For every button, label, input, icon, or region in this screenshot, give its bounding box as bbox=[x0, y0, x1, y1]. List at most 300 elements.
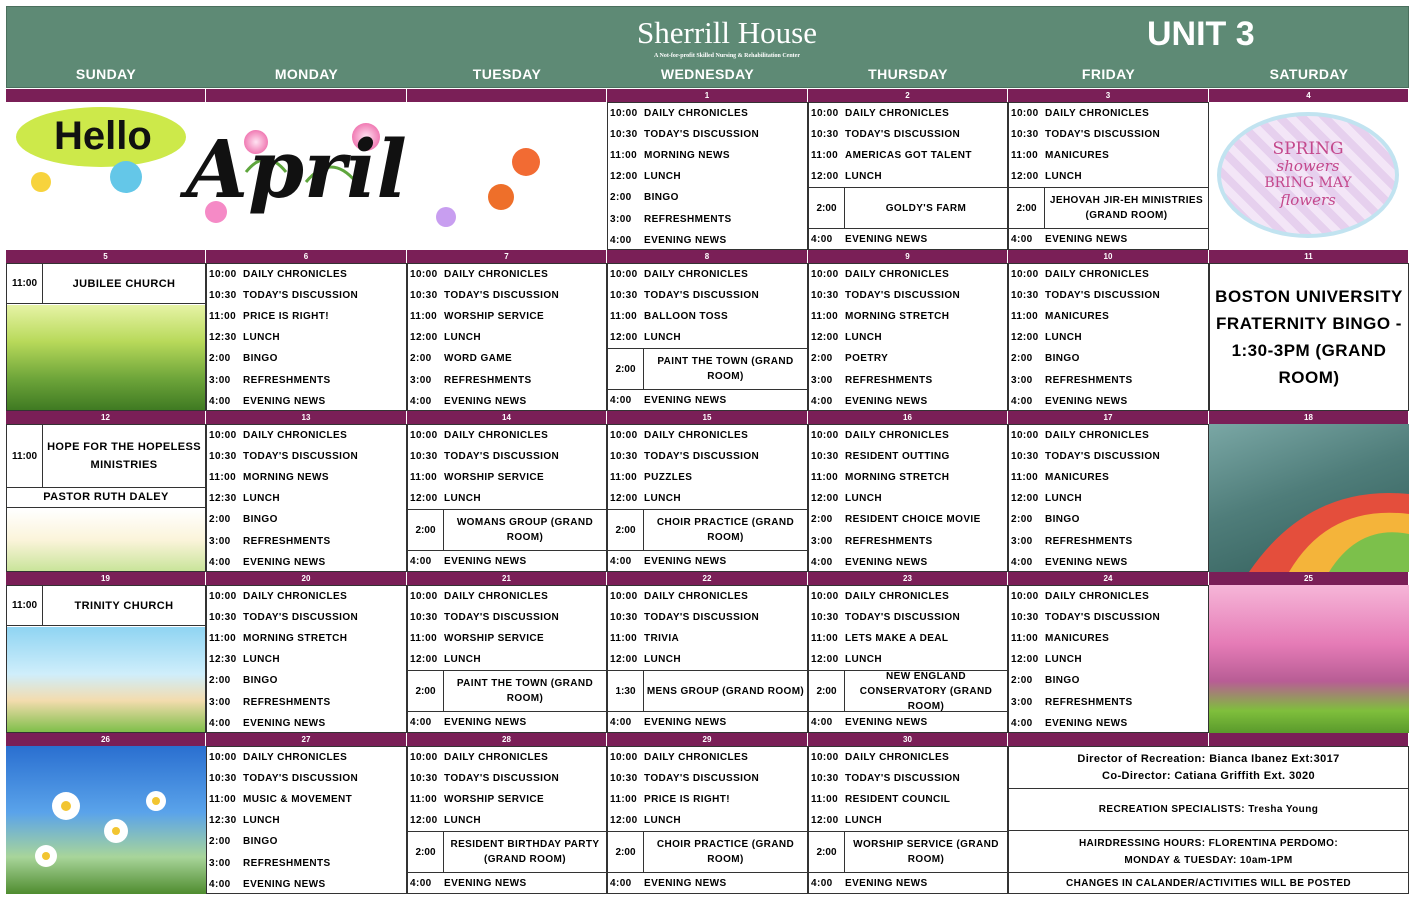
activity-time: 10:00 bbox=[811, 752, 839, 763]
date-number bbox=[407, 89, 606, 102]
spring-image bbox=[1209, 102, 1409, 250]
activity-row bbox=[608, 810, 807, 831]
activity-time: 12:00 bbox=[811, 171, 839, 182]
date-number: 13 bbox=[206, 411, 406, 424]
activity-time: 4:00 bbox=[610, 555, 632, 567]
activity-name: RESIDENT COUNCIL bbox=[845, 794, 951, 805]
activity-row bbox=[408, 348, 606, 369]
activity-time: 10:30 bbox=[811, 451, 839, 463]
activity-time: 4:00 bbox=[209, 395, 231, 407]
activity-name: EVENING NEWS bbox=[644, 877, 727, 889]
day-cell-d30 bbox=[808, 746, 1008, 894]
activity-row bbox=[207, 285, 406, 306]
day-name-wednesday: WEDNESDAY bbox=[660, 66, 755, 82]
activity-name: EVENING NEWS bbox=[444, 716, 527, 728]
activity-row bbox=[1009, 145, 1208, 166]
date-number bbox=[206, 89, 406, 102]
activity-row bbox=[408, 446, 606, 467]
activity-time: 12:00 bbox=[1011, 493, 1039, 505]
activity-name: LUNCH bbox=[644, 815, 681, 826]
activity-name: TODAY'S DISCUSSION bbox=[243, 612, 359, 624]
activity-time: 11:00 bbox=[209, 472, 237, 484]
activity-row bbox=[207, 264, 406, 285]
date-number: 8 bbox=[607, 250, 807, 263]
activity-row bbox=[408, 391, 606, 411]
activity-time: 11:00 bbox=[209, 794, 237, 806]
event-name: WOMANS GROUP (GRAND ROOM) bbox=[456, 517, 594, 543]
activity-row bbox=[809, 586, 1007, 607]
activity-time: 4:00 bbox=[209, 717, 231, 729]
activity-name: REFRESHMENTS bbox=[243, 374, 331, 386]
event-time: 2:00 bbox=[809, 188, 845, 228]
activity-name: WORSHIP SERVICE bbox=[444, 311, 545, 323]
activity-time: 10:30 bbox=[610, 290, 638, 301]
activity-time: 12:00 bbox=[410, 332, 438, 344]
day-cell-d2 bbox=[808, 102, 1008, 250]
activity-name: DAILY CHRONICLES bbox=[444, 591, 549, 602]
activity-name: BINGO bbox=[1045, 514, 1080, 526]
activity-name: BINGO bbox=[644, 192, 679, 204]
activity-row bbox=[207, 391, 406, 411]
spring-line: SPRING bbox=[1272, 139, 1344, 159]
activity-row bbox=[608, 551, 807, 571]
activity-row bbox=[207, 747, 406, 768]
activity-name: TODAY'S DISCUSSION bbox=[644, 451, 760, 462]
featured-event bbox=[809, 670, 1007, 712]
activity-name: DAILY CHRONICLES bbox=[644, 591, 749, 602]
activity-time: 11:00 bbox=[1011, 633, 1039, 645]
activity-time: 11:00 bbox=[410, 472, 438, 483]
activity-row bbox=[207, 874, 406, 894]
activity-name: REFRESHMENTS bbox=[644, 213, 732, 225]
activity-name: EVENING NEWS bbox=[845, 716, 928, 728]
activity-row bbox=[809, 103, 1007, 124]
activity-row bbox=[809, 327, 1007, 348]
activity-row bbox=[207, 810, 406, 831]
event-name: RESIDENT BIRTHDAY PARTY (GRAND ROOM) bbox=[450, 839, 600, 865]
activity-name: LUNCH bbox=[1045, 171, 1082, 182]
activity-time: 12:30 bbox=[209, 493, 237, 505]
changes-notice: CHANGES IN CALANDER/ACTIVITIES WILL BE POSTED bbox=[1065, 877, 1352, 889]
activity-name: PRICE IS RIGHT! bbox=[243, 311, 330, 323]
codirector-line: Co-Director: Catiana Griffith Ext. 3020 bbox=[1101, 769, 1316, 782]
church-time: 11:00 bbox=[7, 425, 43, 487]
day-cell-d22 bbox=[607, 585, 808, 733]
activity-time: 3:00 bbox=[1011, 535, 1033, 547]
event-name: MENS GROUP (GRAND ROOM) bbox=[646, 685, 805, 697]
activity-time: 11:00 bbox=[811, 633, 839, 644]
activity-row bbox=[1009, 229, 1208, 249]
activity-time: 2:00 bbox=[1011, 514, 1033, 526]
activity-time: 3:00 bbox=[209, 535, 231, 547]
activity-time: 4:00 bbox=[811, 395, 833, 407]
activity-name: REFRESHMENTS bbox=[243, 857, 331, 869]
activity-row bbox=[1009, 166, 1208, 187]
date-number: 16 bbox=[808, 411, 1007, 424]
church-row bbox=[7, 586, 205, 626]
activity-name: REFRESHMENTS bbox=[444, 374, 532, 386]
activity-name: DAILY CHRONICLES bbox=[1045, 269, 1150, 281]
activity-time: 3:00 bbox=[1011, 374, 1033, 386]
activity-row bbox=[809, 789, 1007, 810]
date-number: 7 bbox=[407, 250, 606, 263]
activity-time: 4:00 bbox=[1011, 556, 1033, 568]
day-cell-d10 bbox=[1008, 263, 1209, 411]
activity-time: 2:00 bbox=[811, 514, 833, 526]
church-time: 11:00 bbox=[7, 264, 43, 303]
sunday-cell-d12 bbox=[6, 424, 206, 572]
activity-time: 10:30 bbox=[610, 129, 638, 141]
activity-time: 11:00 bbox=[610, 794, 638, 805]
activity-time: 12:00 bbox=[1011, 171, 1039, 182]
activity-name: EVENING NEWS bbox=[644, 394, 727, 406]
activity-time: 2:00 bbox=[811, 353, 833, 365]
activity-time: 4:00 bbox=[410, 877, 432, 889]
activity-name: DAILY CHRONICLES bbox=[845, 430, 950, 442]
activity-time: 10:30 bbox=[610, 612, 638, 623]
activity-name: EVENING NEWS bbox=[243, 395, 326, 407]
activity-name: DAILY CHRONICLES bbox=[444, 269, 549, 281]
activity-time: 3:00 bbox=[811, 535, 833, 547]
activity-name: EVENING NEWS bbox=[845, 877, 928, 889]
day-name-friday: FRIDAY bbox=[1081, 66, 1136, 82]
activity-name: LUNCH bbox=[644, 332, 681, 343]
activity-time: 10:30 bbox=[410, 290, 438, 302]
activity-name: EVENING NEWS bbox=[1045, 233, 1128, 245]
activity-name: REFRESHMENTS bbox=[243, 696, 331, 708]
activity-time: 2:00 bbox=[209, 514, 231, 526]
activity-row bbox=[809, 509, 1007, 530]
featured-event bbox=[809, 831, 1007, 873]
daisy-art bbox=[6, 746, 206, 894]
day-cell-d27 bbox=[206, 746, 407, 894]
church-name: TRINITY CHURCH bbox=[74, 599, 174, 612]
event-name: PAINT THE TOWN (GRAND ROOM) bbox=[456, 678, 594, 704]
activity-name: LUNCH bbox=[845, 171, 882, 182]
activity-time: 4:00 bbox=[209, 878, 231, 890]
activity-row bbox=[1009, 327, 1208, 348]
activity-name: LUNCH bbox=[1045, 493, 1082, 505]
activity-time: 10:30 bbox=[1011, 129, 1039, 140]
activity-name: BINGO bbox=[243, 353, 278, 365]
featured-event bbox=[408, 831, 606, 873]
date-number: 30 bbox=[808, 733, 1007, 746]
activity-time: 11:00 bbox=[410, 633, 438, 644]
activity-row bbox=[608, 467, 807, 488]
activity-time: 12:00 bbox=[811, 654, 839, 665]
activity-row bbox=[1009, 369, 1208, 390]
activity-name: TODAY'S DISCUSSION bbox=[1045, 129, 1161, 140]
activity-name: LUNCH bbox=[243, 493, 280, 505]
spring-line: showers bbox=[1276, 157, 1340, 175]
activity-row bbox=[1009, 509, 1208, 530]
event-name: CHOIR PRACTICE (GRAND ROOM) bbox=[656, 839, 795, 865]
activity-row bbox=[408, 607, 606, 628]
hello-april-image bbox=[6, 102, 607, 250]
activity-name: LUNCH bbox=[243, 654, 280, 666]
featured-event bbox=[408, 670, 606, 712]
day-cell-d13 bbox=[206, 424, 407, 572]
activity-time: 11:00 bbox=[610, 311, 638, 322]
day-cell-d17 bbox=[1008, 424, 1209, 572]
date-number: 2 bbox=[808, 89, 1007, 102]
activity-name: BINGO bbox=[243, 675, 278, 687]
saturday-event-cell bbox=[1209, 263, 1409, 411]
activity-time: 10:30 bbox=[1011, 451, 1039, 463]
activity-row bbox=[207, 628, 406, 649]
day-cell-d21 bbox=[407, 585, 607, 733]
activity-row bbox=[408, 488, 606, 509]
activity-row bbox=[408, 810, 606, 831]
specialists-line: RECREATION SPECIALISTS: Tresha Young bbox=[1009, 789, 1408, 831]
day-name-monday: MONDAY bbox=[274, 66, 339, 82]
activity-time: 11:00 bbox=[610, 633, 638, 644]
activity-row bbox=[608, 607, 807, 628]
facility-tagline: A Not-for-profit Skilled Nursing & Rehabilitation Center bbox=[654, 53, 800, 59]
activity-name: MORNING NEWS bbox=[243, 472, 329, 484]
activity-name: DAILY CHRONICLES bbox=[845, 108, 950, 119]
activity-row bbox=[608, 488, 807, 509]
activity-name: POETRY bbox=[845, 353, 889, 365]
date-number: 5 bbox=[6, 250, 205, 263]
activity-row bbox=[1009, 488, 1208, 509]
activity-time: 10:30 bbox=[410, 612, 438, 623]
church-time: 11:00 bbox=[7, 586, 43, 625]
activity-row bbox=[608, 306, 807, 327]
activity-time: 3:00 bbox=[410, 374, 432, 386]
activity-name: DAILY CHRONICLES bbox=[243, 269, 348, 281]
activity-name: LUNCH bbox=[1045, 332, 1082, 344]
activity-row bbox=[809, 166, 1007, 187]
date-number: 15 bbox=[607, 411, 807, 424]
day-cell-d9 bbox=[808, 263, 1008, 411]
activity-time: 10:30 bbox=[1011, 612, 1039, 624]
activity-time: 10:30 bbox=[610, 451, 638, 462]
activity-name: REFRESHMENTS bbox=[1045, 535, 1133, 547]
activity-time: 10:00 bbox=[610, 430, 638, 441]
activity-row bbox=[809, 124, 1007, 145]
activity-row bbox=[608, 873, 807, 893]
activity-name: AMERICAS GOT TALENT bbox=[845, 150, 972, 161]
activity-time: 11:00 bbox=[410, 311, 438, 323]
day-cell-d7 bbox=[407, 263, 607, 411]
activity-name: TODAY'S DISCUSSION bbox=[444, 612, 560, 623]
date-number: 23 bbox=[808, 572, 1007, 585]
day-name-sunday: SUNDAY bbox=[75, 66, 137, 82]
activity-time: 10:30 bbox=[811, 290, 839, 302]
activity-time: 10:00 bbox=[209, 269, 237, 281]
pastor-name: PASTOR RUTH DALEY bbox=[7, 488, 205, 508]
event-name: JEHOVAH JIR-EH MINISTRIES (GRAND ROOM) bbox=[1049, 195, 1204, 221]
sunday-image bbox=[7, 305, 206, 410]
activity-time: 3:00 bbox=[610, 213, 632, 225]
activity-name: MANICURES bbox=[1045, 472, 1110, 484]
day-cell-d15 bbox=[607, 424, 808, 572]
activity-name: RESIDENT OUTTING bbox=[845, 451, 950, 463]
activity-name: PUZZLES bbox=[644, 472, 693, 483]
activity-row bbox=[408, 551, 606, 571]
activity-name: LUNCH bbox=[1045, 654, 1082, 666]
activity-name: MORNING STRETCH bbox=[845, 311, 950, 323]
activity-row bbox=[408, 306, 606, 327]
activity-row bbox=[608, 390, 807, 410]
activity-row bbox=[809, 628, 1007, 649]
activity-row bbox=[608, 327, 807, 348]
activity-name: EVENING NEWS bbox=[845, 233, 928, 245]
activity-time: 4:00 bbox=[610, 877, 632, 889]
activity-name: TODAY'S DISCUSSION bbox=[644, 129, 760, 141]
activity-row bbox=[1009, 607, 1208, 628]
activity-row bbox=[608, 166, 807, 187]
activity-row bbox=[1009, 285, 1208, 306]
activity-name: BINGO bbox=[1045, 675, 1080, 687]
activity-time: 12:00 bbox=[811, 815, 839, 826]
activity-name: REFRESHMENTS bbox=[243, 535, 331, 547]
activity-row bbox=[1009, 124, 1208, 145]
activity-row bbox=[809, 145, 1007, 166]
activity-time: 4:00 bbox=[811, 716, 833, 728]
activity-row bbox=[608, 264, 807, 285]
activity-name: LUNCH bbox=[644, 493, 681, 504]
activity-time: 4:00 bbox=[1011, 717, 1033, 729]
activity-time: 10:00 bbox=[610, 269, 638, 280]
day-cell-d16 bbox=[808, 424, 1008, 572]
activity-time: 10:00 bbox=[209, 591, 237, 603]
church-row bbox=[7, 425, 205, 488]
activity-name: WORSHIP SERVICE bbox=[444, 472, 545, 483]
activity-row bbox=[408, 369, 606, 390]
activity-row bbox=[1009, 467, 1208, 488]
activity-row bbox=[207, 369, 406, 390]
activity-row bbox=[608, 649, 807, 670]
date-number: 20 bbox=[206, 572, 406, 585]
activity-name: DAILY CHRONICLES bbox=[444, 752, 549, 763]
activity-row bbox=[809, 446, 1007, 467]
activity-name: EVENING NEWS bbox=[444, 555, 527, 567]
date-number bbox=[6, 89, 205, 102]
activity-name: TODAY'S DISCUSSION bbox=[1045, 451, 1161, 463]
activity-name: DAILY CHRONICLES bbox=[1045, 430, 1150, 442]
activity-time: 11:00 bbox=[811, 472, 839, 484]
activity-row bbox=[1009, 628, 1208, 649]
activity-name: TODAY'S DISCUSSION bbox=[845, 290, 961, 302]
activity-name: DAILY CHRONICLES bbox=[1045, 591, 1150, 603]
event-time: 2:00 bbox=[809, 832, 845, 872]
activity-row bbox=[408, 768, 606, 789]
activity-row bbox=[809, 810, 1007, 831]
activity-row bbox=[608, 446, 807, 467]
activity-row bbox=[207, 586, 406, 607]
day-cell-d6 bbox=[206, 263, 407, 411]
featured-event bbox=[809, 187, 1007, 229]
day-cell-d3 bbox=[1008, 102, 1209, 250]
activity-time: 10:30 bbox=[410, 773, 438, 784]
activity-time: 12:00 bbox=[610, 815, 638, 826]
saturday-event: BOSTON UNIVERSITY FRATERNITY BINGO - 1:30-3PM (GRAND ROOM) bbox=[1215, 287, 1403, 387]
activity-time: 3:00 bbox=[209, 857, 231, 869]
activity-row bbox=[809, 768, 1007, 789]
spring-line: flowers bbox=[1280, 191, 1336, 209]
activity-row bbox=[1009, 530, 1208, 551]
activity-time: 11:00 bbox=[410, 794, 438, 805]
sunday-cell-d5 bbox=[6, 263, 206, 411]
activity-row bbox=[408, 285, 606, 306]
activity-name: EVENING NEWS bbox=[1045, 395, 1128, 407]
date-number: 6 bbox=[206, 250, 406, 263]
activity-row bbox=[809, 391, 1007, 411]
date-number: 26 bbox=[6, 733, 205, 746]
activity-time: 10:30 bbox=[1011, 290, 1039, 302]
activity-time: 11:00 bbox=[1011, 311, 1039, 323]
activity-time: 10:00 bbox=[1011, 591, 1039, 603]
activity-row bbox=[408, 789, 606, 810]
activity-time: 2:00 bbox=[209, 353, 231, 365]
activity-time: 3:00 bbox=[1011, 696, 1033, 708]
activity-name: LUNCH bbox=[845, 493, 882, 505]
sunday-cell-d19 bbox=[6, 585, 206, 733]
event-name: CHOIR PRACTICE (GRAND ROOM) bbox=[656, 517, 795, 543]
date-number: 1 bbox=[607, 89, 807, 102]
activity-name: LETS MAKE A DEAL bbox=[845, 633, 949, 644]
activity-row bbox=[207, 488, 406, 509]
activity-name: LUNCH bbox=[644, 654, 681, 665]
activity-name: LUNCH bbox=[845, 332, 882, 344]
day-cell-d23 bbox=[808, 585, 1008, 733]
activity-row bbox=[207, 348, 406, 369]
activity-time: 10:00 bbox=[811, 269, 839, 281]
activity-row bbox=[809, 285, 1007, 306]
hair-days-line: MONDAY & TUESDAY: 10am-1PM bbox=[1124, 854, 1293, 866]
activity-time: 11:00 bbox=[811, 150, 839, 161]
activity-time: 4:00 bbox=[410, 555, 432, 567]
activity-row bbox=[809, 229, 1007, 249]
activity-row bbox=[207, 768, 406, 789]
activity-row bbox=[1009, 552, 1208, 572]
date-number: 19 bbox=[6, 572, 205, 585]
activity-time: 11:00 bbox=[811, 794, 839, 805]
activity-time: 4:00 bbox=[610, 394, 632, 406]
activity-row bbox=[809, 552, 1007, 572]
activity-time: 4:00 bbox=[1011, 395, 1033, 407]
activity-time: 12:00 bbox=[410, 493, 438, 504]
activity-time: 10:30 bbox=[209, 290, 237, 302]
activity-name: BINGO bbox=[243, 514, 278, 526]
featured-event bbox=[608, 670, 807, 712]
church-row bbox=[7, 264, 205, 304]
activity-row bbox=[1009, 691, 1208, 712]
activity-row bbox=[1009, 713, 1208, 733]
activity-name: MORNING STRETCH bbox=[845, 472, 950, 484]
activity-row bbox=[207, 713, 406, 733]
date-number: 14 bbox=[407, 411, 606, 424]
day-cell-d8 bbox=[607, 263, 808, 411]
activity-time: 11:00 bbox=[610, 150, 638, 162]
activity-time: 2:00 bbox=[1011, 353, 1033, 365]
activity-row bbox=[608, 208, 807, 229]
activity-row bbox=[809, 530, 1007, 551]
activity-name: WORD GAME bbox=[444, 353, 513, 365]
activity-time: 10:30 bbox=[209, 612, 237, 624]
activity-name: WORSHIP SERVICE bbox=[444, 633, 545, 644]
activity-row bbox=[608, 768, 807, 789]
activity-row bbox=[207, 306, 406, 327]
event-name: WORSHIP SERVICE (GRAND ROOM) bbox=[853, 839, 999, 865]
activity-time: 4:00 bbox=[410, 395, 432, 407]
activity-time: 10:00 bbox=[1011, 430, 1039, 442]
activity-name: TODAY'S DISCUSSION bbox=[444, 773, 560, 784]
activity-name: DAILY CHRONICLES bbox=[845, 752, 950, 763]
activity-name: DAILY CHRONICLES bbox=[444, 430, 549, 441]
